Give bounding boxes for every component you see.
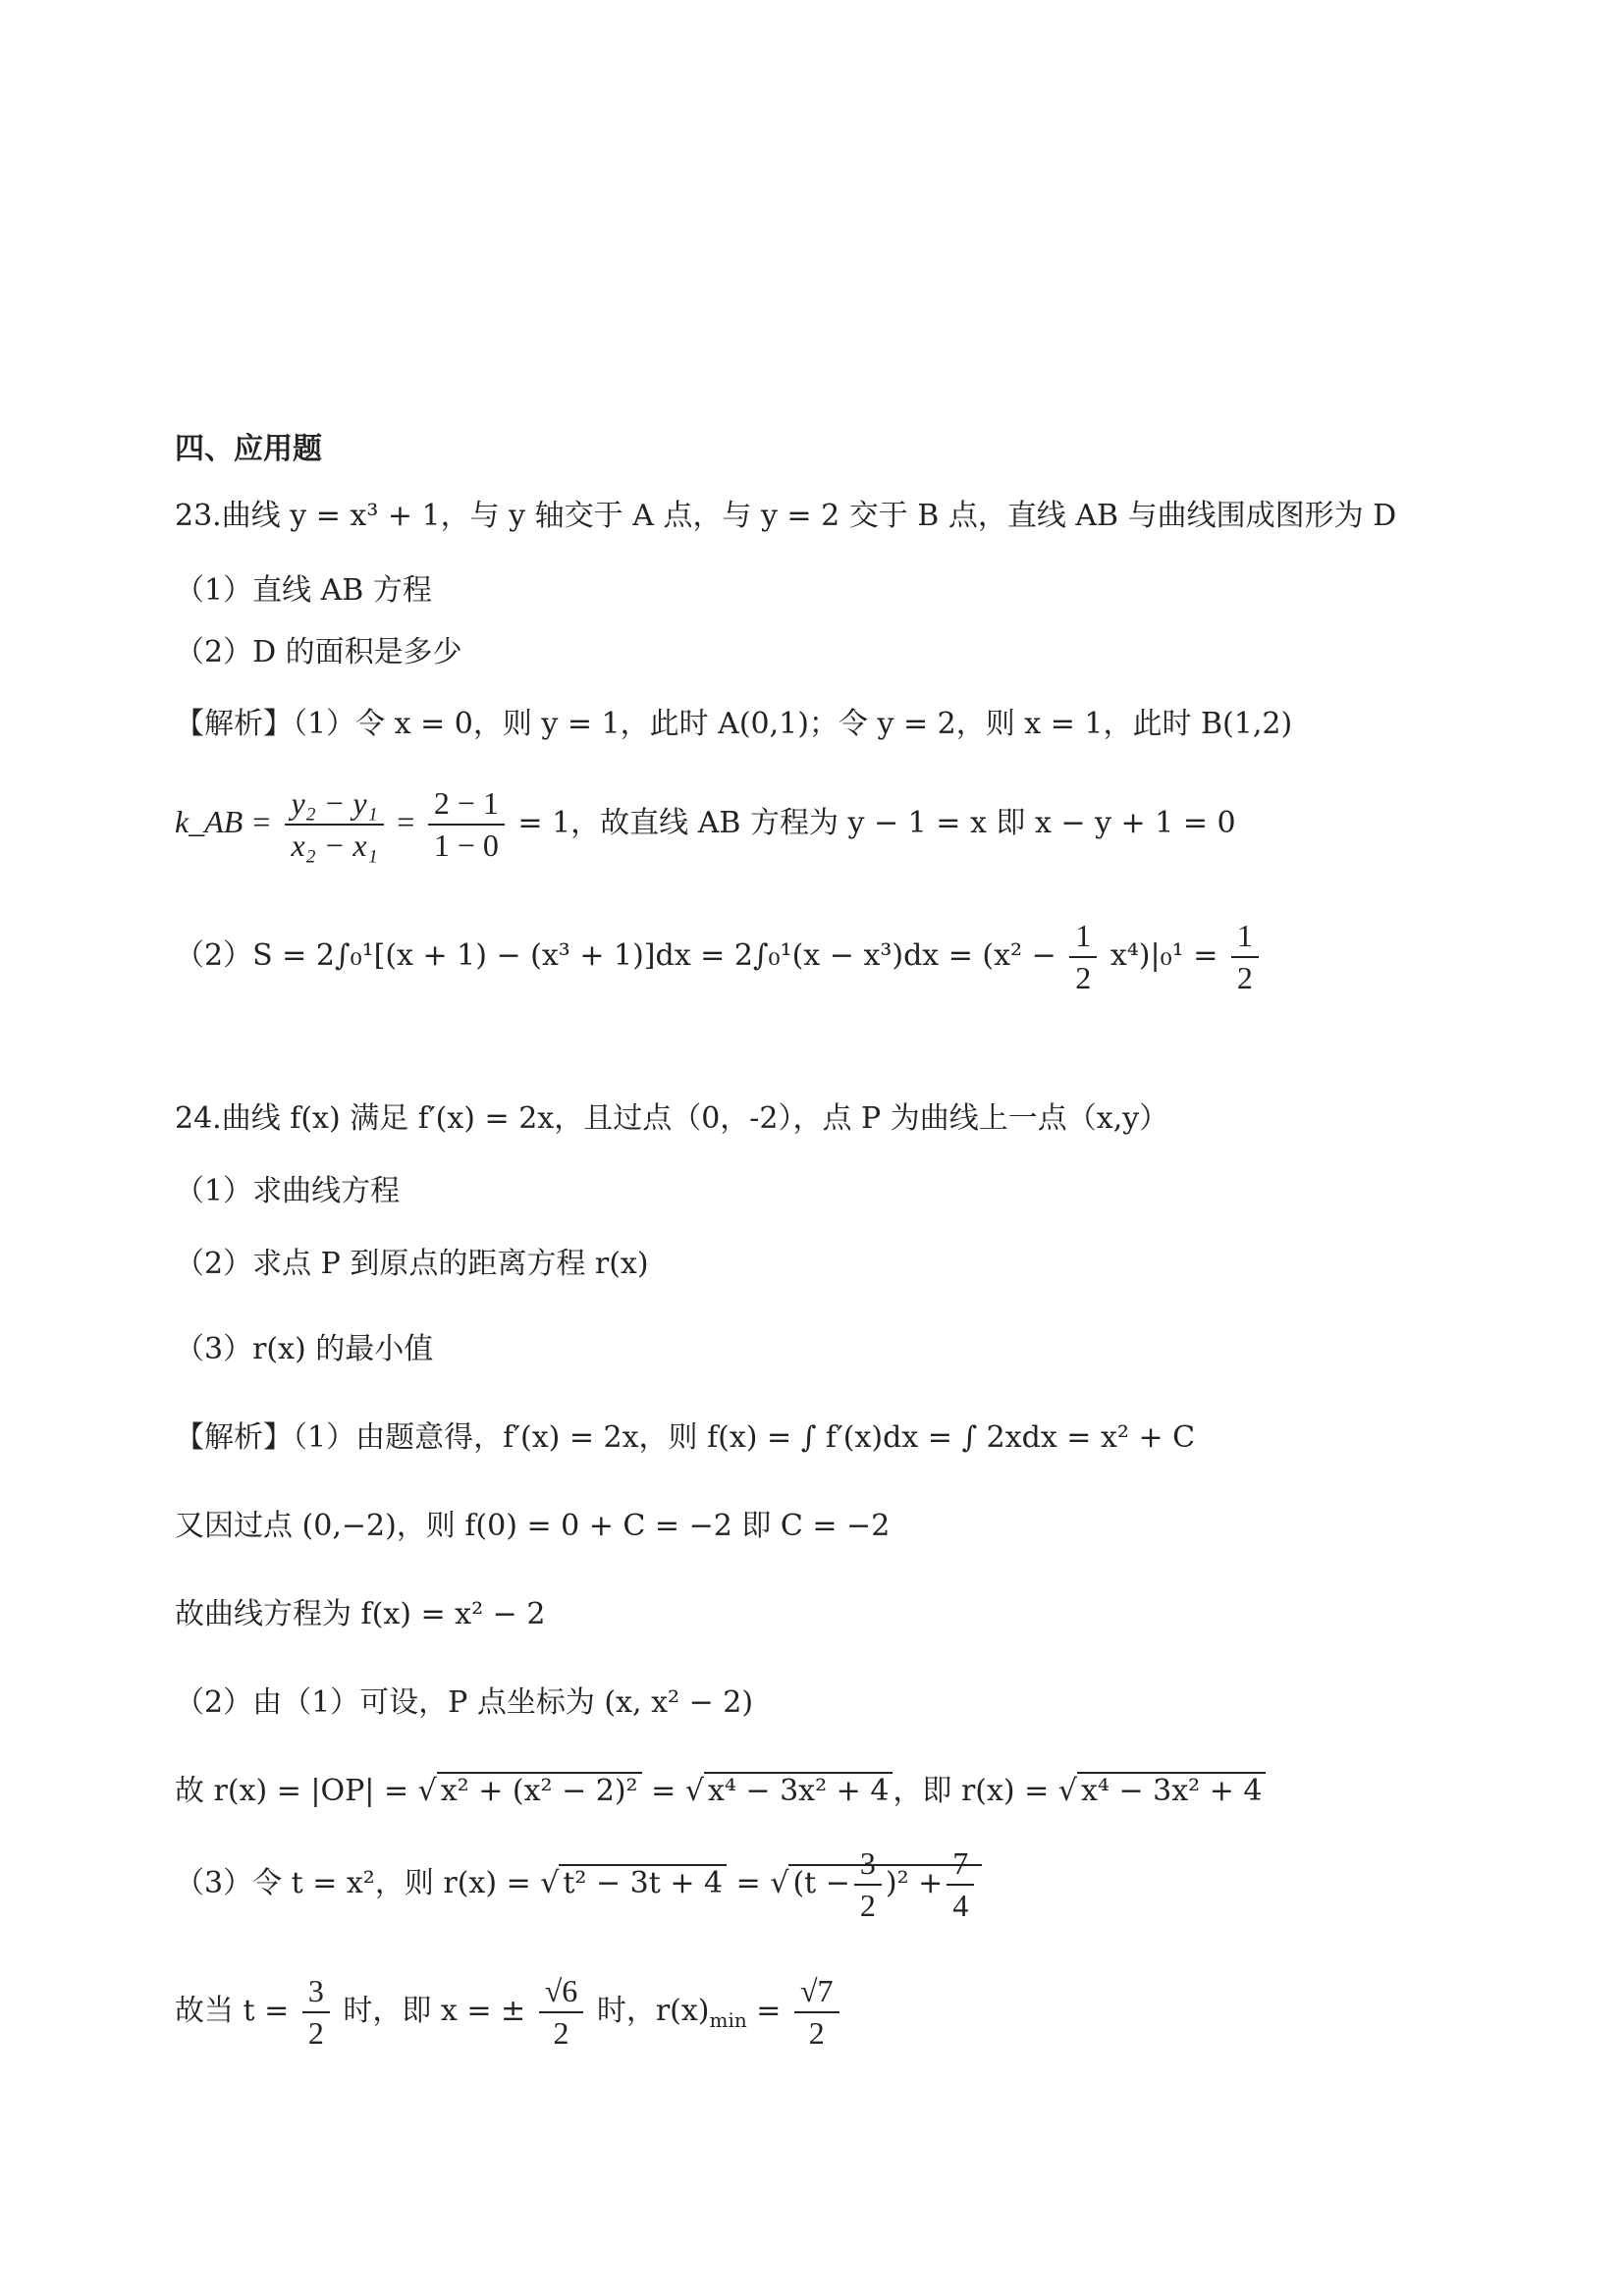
sol7-b: 时，即 x = ± — [343, 1994, 526, 2028]
sol7-a: 故当 t = — [175, 1994, 290, 2028]
section-title: 四、应用题 — [175, 432, 322, 466]
sol7-fraction-1: $\frac{3}{2}$ — [302, 1973, 330, 2052]
area-mid: x⁴)|₀¹ = — [1110, 938, 1218, 973]
sol5-radicand-1: x² + (x² − 2)² — [437, 1772, 642, 1808]
q23-solution-line1: 【解析】（1）令 x = 0，则 y = 1，此时 A(0,1)；令 y = 2，则 x = 1，此时 B(1,2) — [175, 707, 1293, 741]
q24-part3: （3）r(x) 的最小值 — [175, 1332, 434, 1366]
sol7-d: = — [746, 1994, 782, 2028]
q24-part2: （2）求点 P 到原点的距离方程 r(x) — [175, 1247, 649, 1281]
sol5-mid: ，即 r(x) = — [893, 1774, 1058, 1808]
sol6-radicand-2: (t − $\frac{3}{2}$ )² + $\frac{7}{4}$ — [788, 1864, 982, 1900]
sol6-fraction-2: $\frac{7}{4}$ — [947, 1845, 974, 1924]
sol5-eq: = — [641, 1774, 685, 1808]
slope-lhs: k_AB = — [175, 804, 272, 839]
q24-solution-4: （2）由（1）可设，P 点坐标为 (x, x² − 2) — [175, 1685, 754, 1720]
sol6-eq: = — [727, 1866, 771, 1900]
q23-area-line — [175, 918, 1263, 996]
area-coef-fraction: $\frac{1}{2}$ — [1069, 918, 1097, 996]
sol7-sub: min — [709, 2008, 747, 2032]
sol7-fraction-2: $\frac{√6}{2}$ — [539, 1973, 584, 2052]
sol5-radicand-3: x⁴ − 3x² + 4 — [1077, 1772, 1266, 1808]
sol5-head: 故 r(x) = |OP| = — [175, 1774, 418, 1808]
q24-solution-1: 【解析】（1）由题意得，f′(x) = 2x，则 f(x) = ∫ f′(x)dx = ∫ 2xdx = x² + C — [175, 1420, 1196, 1455]
q23-part2: （2）D 的面积是多少 — [175, 635, 462, 669]
sol7-c: 时，r(x) — [596, 1994, 710, 2028]
sol5-radicand-2: x⁴ − 3x² + 4 — [704, 1772, 893, 1808]
q24-solution-6: （3）令 t = x²，则 r(x) = √ t² − 3t + 4 = √ (t − $\frac{3}{2}$ )² + $\frac{7}{4}$ — [175, 1845, 982, 1924]
slope-fraction-2: $\frac{2 - 1}{1 - 0}$ — [428, 785, 505, 864]
q23-stem: 23.曲线 y = x³ + 1，与 y 轴交于 A 点，与 y = 2 交于 B 点，直线 AB 与曲线围成图形为 D — [175, 499, 1397, 533]
q24-solution-2: 又因过点 (0,−2)，则 f(0) = 0 + C = −2 即 C = −2 — [175, 1509, 891, 1543]
q24-solution-3: 故曲线方程为 f(x) = x² − 2 — [175, 1597, 546, 1631]
q24-stem: 24.曲线 f(x) 满足 f′(x) = 2x，且过点（0，-2），点 P 为曲线上一点（x,y） — [175, 1101, 1169, 1136]
q24-solution-7 — [175, 1973, 843, 2052]
sol7-fraction-3: $\frac{√7}{2}$ — [794, 1973, 839, 2052]
slope-fraction-1: $\frac{\text{y₂ − y₁}}{\text{x₂ − x₁}}$ — [285, 785, 383, 864]
sol6-radicand-1: t² − 3t + 4 — [559, 1864, 727, 1900]
q23-slope-line: k_AB = $\frac{\text{y₂ − y₁}}{\text{x₂ − x₁}}$ = $\frac{2 - 1}{1 - 0}$ = 1，故直线 AB 方程为 y − 1 = x 即 x − y + 1 = 0 — [175, 785, 1236, 863]
slope-tail: = 1，故直线 AB 方程为 y − 1 = x 即 x − y + 1 = 0 — [517, 806, 1236, 840]
q24-part1: （1）求曲线方程 — [175, 1174, 401, 1208]
area-result-fraction: $\frac{1}{2}$ — [1231, 918, 1259, 996]
q23-part1: （1）直线 AB 方程 — [175, 573, 432, 608]
area-head: （2）S = 2∫₀¹[(x + 1) − (x³ + 1)]dx = 2∫₀¹(x − x³)dx = (x² − — [175, 938, 1056, 973]
q24-solution-5: 故 r(x) = |OP| = √ x² + (x² − 2)² = √ x⁴ − 3x² + 4 ，即 r(x) = √ x⁴ − 3x² + 4 — [175, 1772, 1266, 1811]
sol6-fraction-1: $\frac{3}{2}$ — [854, 1845, 882, 1924]
sol6-head: （3）令 t = x²，则 r(x) = — [175, 1866, 541, 1900]
